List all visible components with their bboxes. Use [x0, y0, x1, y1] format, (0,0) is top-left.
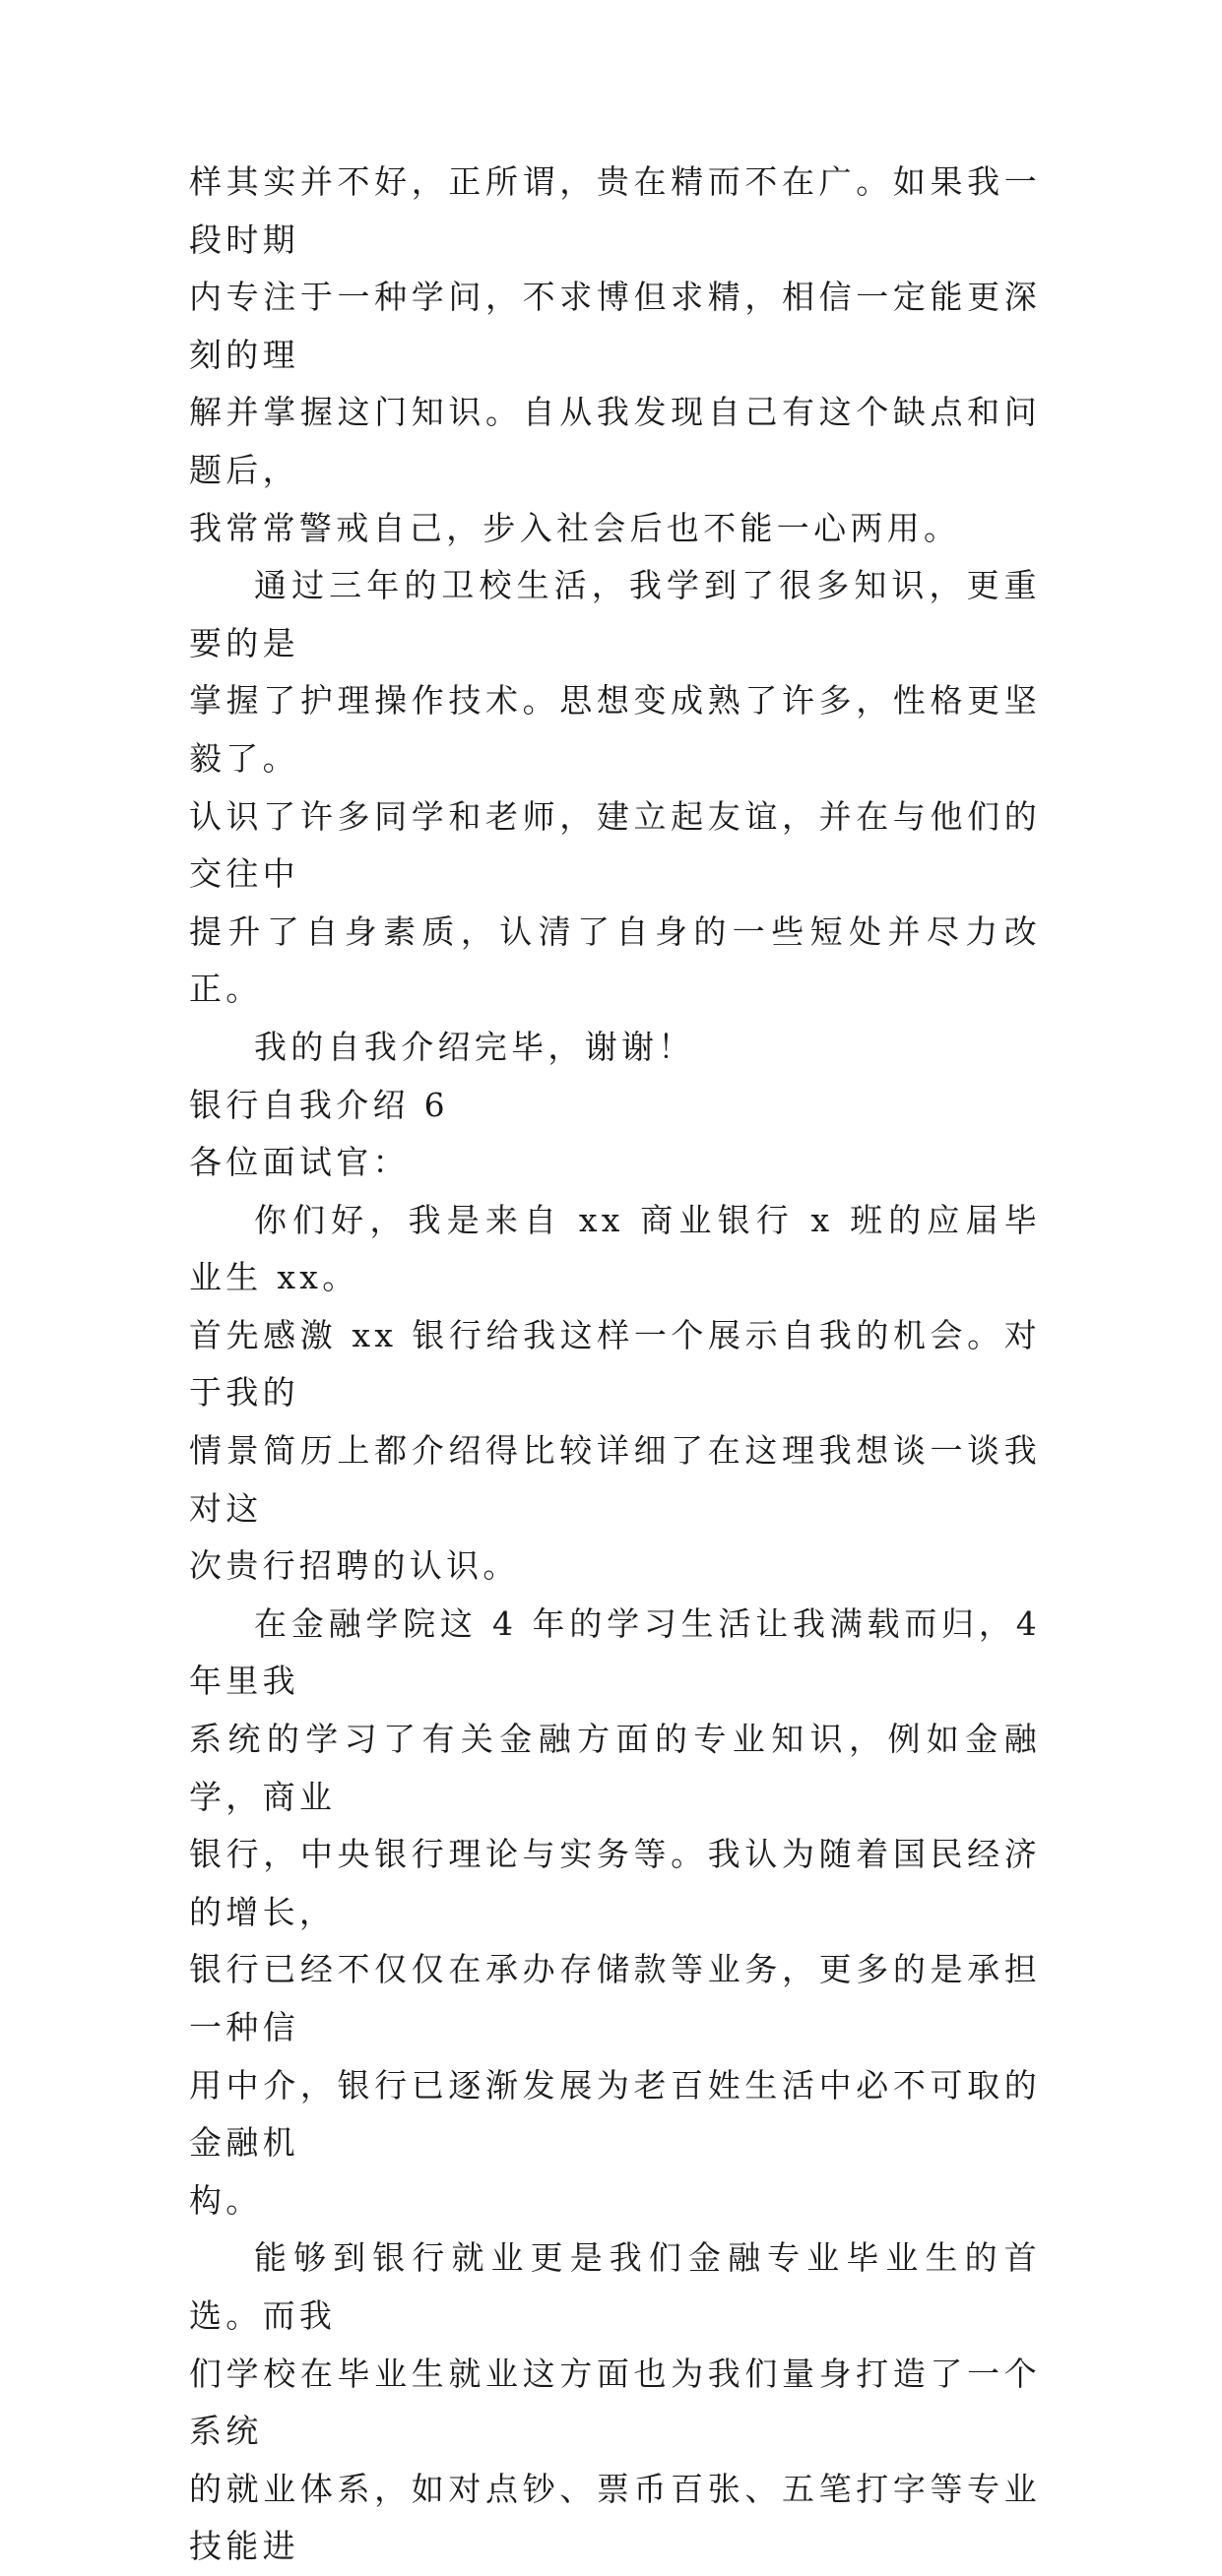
- text-line: 首先感激 xx 银行给我这样一个展示自我的机会。对于我的: [189, 1315, 1041, 1413]
- document-body: [189, 154, 1041, 2576]
- paragraph-6: [189, 1596, 1041, 2230]
- text-line: 情景简历上都介绍得比较详细了在这理我想谈一谈我对这: [189, 1431, 1041, 1528]
- text-line: 构。: [189, 2180, 263, 2220]
- text-line: 的就业体系，如对点钞、票币百张、五笔打字等专业技能进: [189, 2469, 1041, 2566]
- text-line: 银行，中央银行理论与实务等。我认为随着国民经济的增长，: [189, 1835, 1041, 1931]
- paragraph-5: [189, 1192, 1041, 1596]
- heading-text: 银行自我介绍 6: [189, 1085, 449, 1124]
- text-line: 我常常警戒自己，步入社会后也不能一心两用。: [189, 508, 961, 547]
- text-line: 认识了许多同学和老师，建立起友谊，并在与他们的交往中: [189, 796, 1041, 894]
- text-line: 各位面试官：: [189, 1143, 410, 1182]
- text-line: 我的自我介绍完毕，谢谢！: [254, 1027, 695, 1066]
- text-line: 样其实并不好，正所谓，贵在精而不在广。如果我一段时期: [189, 162, 1041, 259]
- text-line: 银行已经不仅仅在承办存储款等业务，更多的是承担一种信: [189, 1950, 1041, 2046]
- text-line: 能够到银行就业更是我们金融专业毕业生的首选。而我: [189, 2238, 1041, 2335]
- text-line: 掌握了护理操作技术。思想变成熟了许多，性格更坚毅了。: [189, 681, 1041, 778]
- text-line: 在金融学院这 4 年的学习生活让我满载而归，4 年里我: [189, 1603, 1041, 1701]
- text-line: 解并掌握这门知识。自从我发现自己有这个缺点和问题后，: [189, 393, 1041, 489]
- text-line: 提升了自身素质，认清了自身的一些短处并尽力改正。: [189, 911, 1041, 1009]
- paragraph-2: [189, 557, 1041, 1019]
- paragraph-1: [189, 154, 1041, 557]
- text-line: 次贵行招聘的认识。: [189, 1546, 520, 1586]
- paragraph-7: [189, 2230, 1041, 2576]
- section-heading: [189, 1077, 1041, 1135]
- salutation: [189, 1134, 1041, 1192]
- text-line: 们学校在毕业生就业这方面也为我们量身打造了一个系统: [189, 2354, 1041, 2451]
- text-line: 系统的学习了有关金融方面的专业知识，例如金融学，商业: [189, 1720, 1041, 1816]
- text-line: 通过三年的卫校生活，我学到了很多知识，更重要的是: [189, 566, 1041, 662]
- text-line: 你们好，我是来自 xx 商业银行 x 班的应届毕业生 xx。: [189, 1200, 1041, 1297]
- paragraph-3: [189, 1019, 1041, 1077]
- text-line: 内专注于一种学问，不求博但求精，相信一定能更深刻的理: [189, 278, 1041, 374]
- text-line: 用中介，银行已逐渐发展为老百姓生活中必不可取的金融机: [189, 2065, 1041, 2163]
